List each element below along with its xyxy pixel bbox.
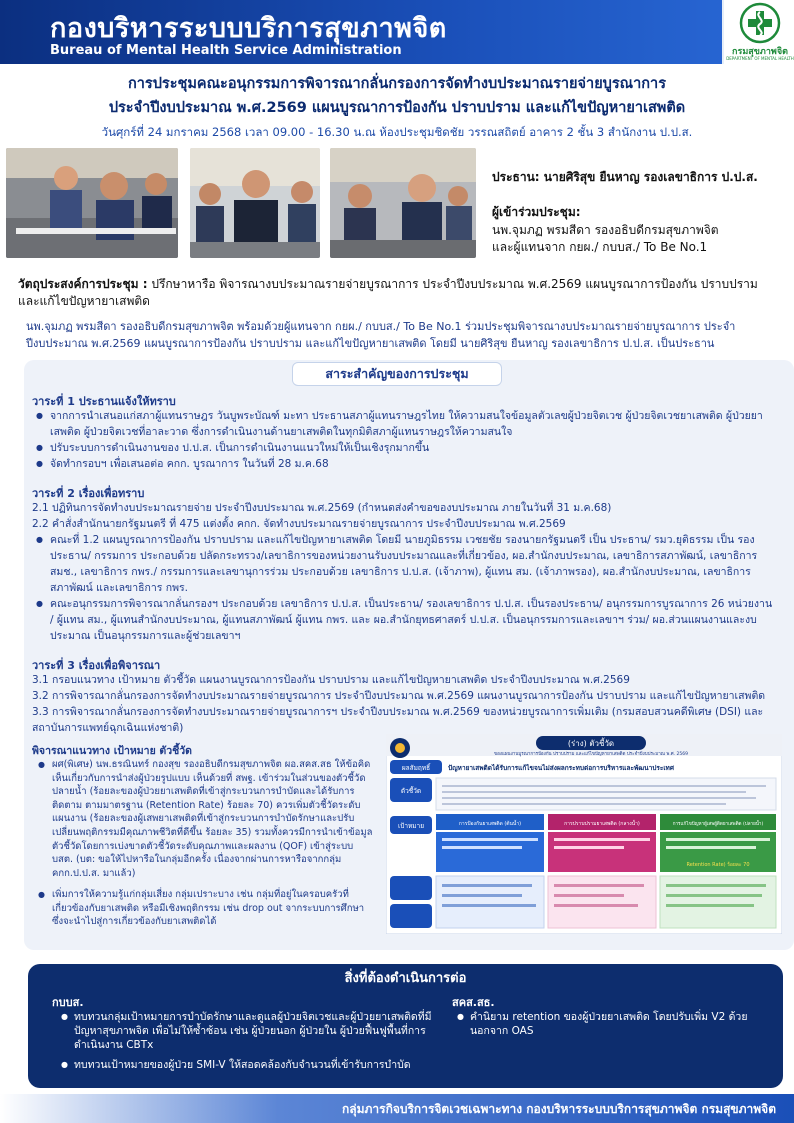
header-title: กองบริหารระบบบริการสุขภาพจิต — [50, 13, 447, 44]
agenda2-title: วาระที่ 2 เรื่องเพื่อทราบ — [32, 487, 145, 500]
meeting-title-line1: การประชุมคณะอนุกรรมการพิจารณากลั่นกรองการจัดทำงบประมาณรายจ่ายบูรณาการ — [128, 76, 666, 92]
next-steps-heading: สิ่งที่ต้องดำเนินการต่อ — [344, 971, 467, 986]
indicator-label: ตัวชี้วัด — [400, 787, 422, 795]
list-item: ● คณะที่ 1.2 แผนบูรณาการป้องกัน ปราบปราม และแก้ไขปัญหายาเสพติด โดยมี นายภูมิธรรม เวชยชัย รองนายกรัฐมนตรี เป็น ประธาน/ รมว.ยุติธรรม เป็น รองประธาน/ กรรมการ ประกอบด้วย ปลัดกระทรวง/เลขาธิการของหน่วยงานรับงบประมาณและที่เกี่ยวข้อง, ผอ.สำนักงบประมาณ, เลขาธิการสภาพัฒน์, เลขาธิการ สมช., เลขาธิการ กพร./ กรรมการและเลขานุการร่วม ประกอบด้วย เลขาธิการ ป.ป.ส. (เจ้าภาพ), ผู้แทน สม. (เจ้าภาพรอง), ผอ.สำนักงบประมาณ, เลขาธิการสภาพัฒน์ และเลขาธิการ กพร. — [50, 532, 776, 596]
agenda3-line: สถาบันการแพทย์ฉุกเฉินแห่งชาติ) — [32, 722, 184, 734]
objective-text: ปรึกษาหารือ พิจารณางบประมาณรายจ่ายบูรณาการ ประจำปีงบประมาณ พ.ศ.2569 แผนบูรณาการป้องกัน ปราบปราม และแก้ไขปัญหายาเสพติด — [18, 277, 758, 308]
col2-label: การปราบปรามยาเสพติด (กลางน้ำ) — [564, 821, 640, 827]
objective — [18, 276, 778, 310]
agenda2-line: 2.1 ปฏิทินการจัดทำงบประมาณรายจ่าย ประจำปีงบประมาณ พ.ศ.2569 (กำหนดส่งคำขอของบประมาณ ภายในวันที่ 31 ม.ค.68) — [32, 502, 612, 514]
objective-label: วัตถุประสงค์การประชุม : — [18, 277, 148, 291]
list-item: ● จากการนำเสนอแก่สภาผู้แทนราษฎร วันบูพระบัณฑ์ มะทา ประธานสภาผู้แทนราษฎรไทย ให้ความสนใจข้อมูลตัวเลขผู้ป่วยจิตเวช ผู้ป่วยจิตเวชยาเสพติด ผู้ป่วยยาเสพติด ผู้ป่วยจิตเวชที่อาละวาด ซึ่งการดำเนินงานด้านยาเสพติดในทุกมิติสภาผู้แทนราษฎรให้ความสนใจ — [50, 408, 776, 440]
indicator-subheading: ของแผนงานบูรณาการป้องกัน ปราบปราม และแก้ไขปัญหายาเสพติด ประจำปีงบประมาณ พ.ศ. 2569 — [494, 752, 688, 757]
essence-heading: สาระสำคัญของการประชุม — [292, 362, 502, 386]
meeting-summary: นพ.จุมภฏ พรมสีดา รองอธิบดีกรมสุขภาพจิต พร้อมด้วยผู้แทนจาก กยผ./ กบบส./ To Be No.1 ร่วมประชุมพิจารณางบประมาณรายจ่ายบูรณาการ ประจำปีงบประมาณ พ.ศ.2569 แผนบูรณาการป้องกัน ปราบปราม และแก้ไขปัญหายาเสพติด โดยมี นายศิริสุข ยืนหาญ รองเลขาธิการ ป.ป.ส. เป็นประธาน — [26, 320, 736, 350]
list-item: ● จัดทำกรอบฯ เพื่อเสนอต่อ คกก. บูรณาการ ในวันที่ 28 ม.ค.68 — [50, 456, 776, 472]
col1-label: การป้องกันยาเสพติด (ต้นน้ำ) — [458, 821, 522, 827]
list-item: ● ปรับระบบการดำเนินงานของ ป.ป.ส. เป็นการดำเนินงานแนวใหม่ให้เป็นเชิงรุกมากขึ้น — [50, 440, 776, 456]
list-item: ● คณะอนุกรรมการพิจารณากลั่นกรองฯ ประกอบด้วย เลขาธิการ ป.ป.ส. เป็นประธาน/ รองเลขาธิการ ป.ป.ส. เป็นรองประธาน/ อนุกรรมการบูรณาการ 26 หน่วยงาน / ผู้แทน สม., ผู้แทนสำนักงบประมาณ, ผู้แทนสภาพัฒน์ ผู้แทน กพร. และ ผอ.สำนักยุทธศาสตร์ ป.ป.ส. เป็นอนุกรรมการและเลขาฯ ร่วม/ ผอ.ส่วนแผนงานและงบประมาณ เป็นอนุกรรมการและผู้ช่วยเลขาฯ — [50, 596, 776, 644]
logo-text: กรมสุขภาพจิต — [732, 47, 788, 57]
meeting-photo-attendees — [330, 148, 476, 258]
targets-title: พิจารณาแนวทาง เป้าหมาย ตัวชี้วัด — [32, 745, 192, 757]
retention-text: Retention Rate) ร้อยละ 70 — [686, 862, 750, 868]
header-subtitle: Bureau of Mental Health Service Administration — [50, 43, 402, 58]
list-item: ● ทบทวนกลุ่มเป้าหมายการบำบัดรักษาและดูแลผู้ป่วยจิตเวชและผู้ป่วยยาเสพติดที่มีปัญหาสุขภาพจิต เพื่อไม่ให้ซ้ำซ้อน เช่น ผู้ป่วยนอก ผู้ป่วยใน ผู้ป่วยฟื้นฟูพื้นที่การดำเนินงาน CBTx — [74, 1010, 434, 1052]
indicator-infographic — [386, 734, 782, 934]
attendees-heading: ผู้เข้าร่วมประชุม: — [492, 205, 581, 219]
next-steps-right-title: สคส.สธ. — [452, 996, 495, 1009]
logo — [722, 0, 794, 64]
agenda2-line: 2.2 คำสั่งสำนักนายกรัฐมนตรี ที่ 475 แต่งตั้ง คกก. จัดทำงบประมาณรายจ่ายบูรณาการ ประจำปีงบประมาณ พ.ศ.2569 — [32, 518, 566, 530]
agenda1-title: วาระที่ 1 ประธานแจ้งให้ทราบ — [32, 395, 176, 408]
meeting-photo-chair — [6, 148, 178, 258]
indicator-badge: (ร่าง) ตัวชี้วัด — [567, 739, 615, 748]
agenda3-line: 3.1 กรอบแนวทาง เป้าหมาย ตัวชี้วัด แผนงานบูรณาการป้องกัน ปราบปราม และแก้ไขปัญหายาเสพติด ประจำปีงบประมาณ พ.ศ.2569 — [32, 674, 630, 686]
meeting-date-location: วันศุกร์ที่ 24 มกราคม 2568 เวลา 09.00 - 16.30 น.ณ ห้องประชุมชิดชัย วรรณสถิตย์ อาคาร 2 ชั้น 3 สำนักงาน ป.ป.ส. — [101, 125, 693, 139]
attendees-line: นพ.จุมภฏ พรมสีดา รองอธิบดีกรมสุขภาพจิต — [492, 223, 719, 237]
list-item: ● คำนิยาม retention ของผู้ป่วยยาเสพติด โดยปรับเพิ่ม V2 ด้วยนอกจาก OAS — [470, 1010, 770, 1038]
attendees-line: และผู้แทนจาก กยผ./ กบบส./ To Be No.1 — [492, 240, 708, 254]
department-of-mental-health-logo-icon — [734, 2, 786, 46]
agenda3-line: 3.3 การพิจารณากลั่นกรองการจัดทำงบประมาณรายจ่ายบูรณาการฯ ประจำปีงบประมาณ พ.ศ.2569 ของหน่วยบูรณาการเพิ่มเติม (กรมสอบสวนคดีพิเศษ (DSI) และ — [32, 706, 764, 718]
impact-text: ปัญหายาเสพติดได้รับการแก้ไขจนไม่ส่งผลกระทบต่อการบริหารและพัฒนาประเทศ — [448, 764, 674, 772]
impact-label: ผลสัมฤทธิ์ — [401, 764, 431, 772]
logo-subtext: DEPARTMENT OF MENTAL HEALTH — [726, 56, 794, 61]
chair-text: ประธาน: นายศิริสุข ยืนหาญ รองเลขาธิการ ป.ป.ส. — [492, 170, 758, 184]
meeting-title-line2: ประจำปีงบประมาณ พ.ศ.2569 แผนบูรณาการป้องกัน ปราบปราม และแก้ไขปัญหายาเสพติด — [108, 100, 686, 116]
indicator-chart-image — [386, 734, 782, 934]
meeting-photo-deputy — [190, 148, 320, 258]
agenda3-line: 3.2 การพิจารณากลั่นกรองการจัดทำงบประมาณรายจ่ายบูรณาการ ประจำปีงบประมาณ พ.ศ.2569 แผนงานบูรณาการป้องกัน ปราบปราม และแก้ไขปัญหายาเสพติด — [32, 690, 766, 702]
list-item: ● เพิ่มการให้ความรู้แก่กลุ่มเสี่ยง กลุ่มเปราะบาง เช่น กลุ่มที่อยู่ในครอบครัวที่เกี่ยวข้องกับยาเสพติด หรือมีเชิงพฤติกรรม เช่น drop out จากระบบการศึกษา ซึ่งจะนำไปสู่การเกี่ยวข้องกับยาเสพติดได้ — [52, 888, 377, 929]
list-item: ● ผศ(พิเศษ) นพ.ธรณินทร์ กองสุข รองอธิบดีกรมสุขภาพจิต ผอ.สคส.สธ ให้ข้อคิดเห็นเกี่ยวกับการนำส่งผู้ป่วยรูปแบบ เห็นด้วยที่ สพฐ. เข้าร่วมในส่วนของตัวชี้วัดปลายน้ำ (ร้อยละของผู้ป่วยยาเสพติดที่เข้าสู่กระบวนการบำบัดและได้รับการติดตาม ตามมาตรฐาน (Retention Rate) ร้อยละ 70) ควรเพิ่มตัวชี้วัดระดับแผนงาน (ร้อยละของผู้เสพยาเสพติดที่เข้าสู่กระบวนการบำบัดรักษาและปรับเปลี่ยนพฤติกรรมมีคุณภาพชีวิตที่ดีขึ้น ร้อยละ 35) รวมทั้งควรมีการนำเข้าข้อมูลตัวชี้วัดโดยการเบ่งขาดตัวชี้วัดระดับคุณภาพและผลงาน (QOF) เข้าสู่ระบบ บสต. (บต: ขอให้ไปหารือในกลุ่มอีกครั้ง เนื่องจากผ่านการหารือจากกลุ่ม คกก.ป.ป.ส. มาแล้ว) — [52, 758, 377, 880]
list-item: ● ทบทวนเป้าหมายของผู้ป่วย SMI-V ให้สอดคล้องกับจำนวนที่เข้ารับการบำบัด — [74, 1058, 434, 1072]
next-steps-left-title: กบบส. — [52, 996, 84, 1009]
col3-label: การแก้ไขปัญหาผู้เสพผู้ติดยาเสพติด (ปลายน้ำ) — [672, 822, 764, 827]
header-banner — [0, 0, 794, 64]
footer-bar — [0, 1094, 794, 1123]
footer-text: กลุ่มภารกิจบริการจิตเวชเฉพาะทาง กองบริหารระบบบริการสุขภาพจิต กรมสุขภาพจิต — [341, 1102, 776, 1116]
target-label: เป้าหมาย — [397, 822, 425, 830]
agenda3-title: วาระที่ 3 เรื่องเพื่อพิจารณา — [32, 659, 161, 672]
